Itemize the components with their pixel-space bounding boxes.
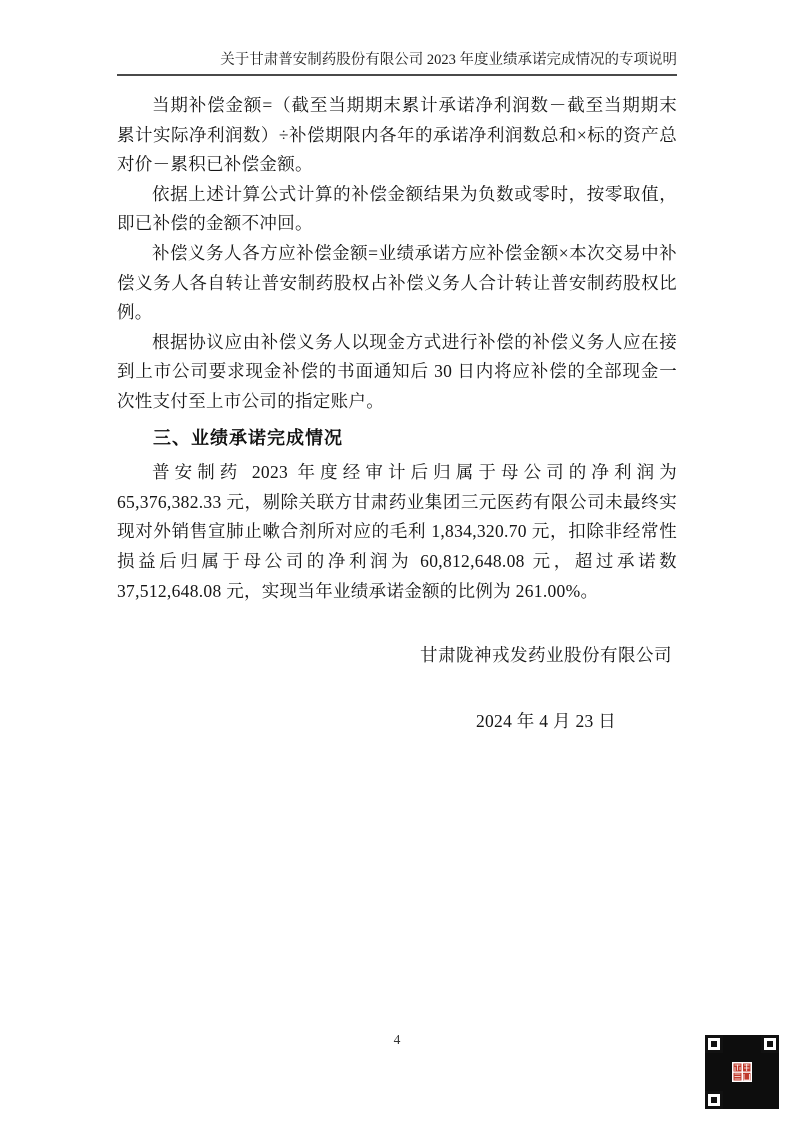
- qr-center-stamp: [732, 1062, 752, 1082]
- signature-date: 2024 年 4 月 23 日: [475, 710, 617, 731]
- document-body: [117, 91, 677, 606]
- paragraph-cash-payment: 根据协议应由补偿义务人以现金方式进行补偿的补偿义务人应在接到上市公司要求现金补偿的书面通知后 30 日内将应补偿的全部现金一次性支付至上市公司的指定账户。: [117, 331, 677, 411]
- paragraph-compensation-formula: 当期补偿金额=（截至当期期末累计承诺净利润数－截至当期期末累计实际净利润数）÷补偿期限内各年的承诺净利润数总和×标的资产总对价－累积已补偿金额。: [117, 95, 677, 175]
- page-header: [117, 50, 677, 76]
- qr-finder-bottom-left: [705, 1091, 723, 1109]
- paragraph-obligor-share: 补偿义务人各方应补偿金额=业绩承诺方应补偿金额×本次交易中补偿义务人各自转让普安制药股权占补偿义务人合计转让普安制药股权比例。: [117, 242, 677, 323]
- qr-finder-top-right: [761, 1035, 779, 1053]
- header-title: 关于甘肃普安制药股份有限公司 2023 年度业绩承诺完成情况的专项说明: [220, 52, 677, 68]
- section-heading-performance-completion: 三、业绩承诺完成情况: [153, 427, 343, 448]
- qr-finder-top-left: [705, 1035, 723, 1053]
- qr-code-image: [703, 1033, 781, 1111]
- paragraph-performance-result: 普安制药 2023 年度经审计后归属于母公司的净利润为 65,376,382.33 元，剔除关联方甘肃药业集团三元医药有限公司未最终实现对外销售宣肺止嗽合剂所对应的毛利 1,834,320.70 元，扣除非经常性损益后归属于母公司的净利润为 60,812,648.08 元，超过承诺数 37,512,648.08 元，实现当年业绩承诺金额的比例为 261.00%。: [117, 462, 677, 601]
- signature-company: 甘肃陇神戎发药业股份有限公司: [420, 645, 672, 665]
- page-number: 4: [393, 1032, 401, 1047]
- paragraph-zero-rule: 依据上述计算公式计算的补偿金额结果为负数或零时，按零取值，即已补偿的金额不冲回。: [117, 183, 677, 234]
- signature-block: [415, 641, 677, 736]
- qr-code: [703, 1033, 781, 1111]
